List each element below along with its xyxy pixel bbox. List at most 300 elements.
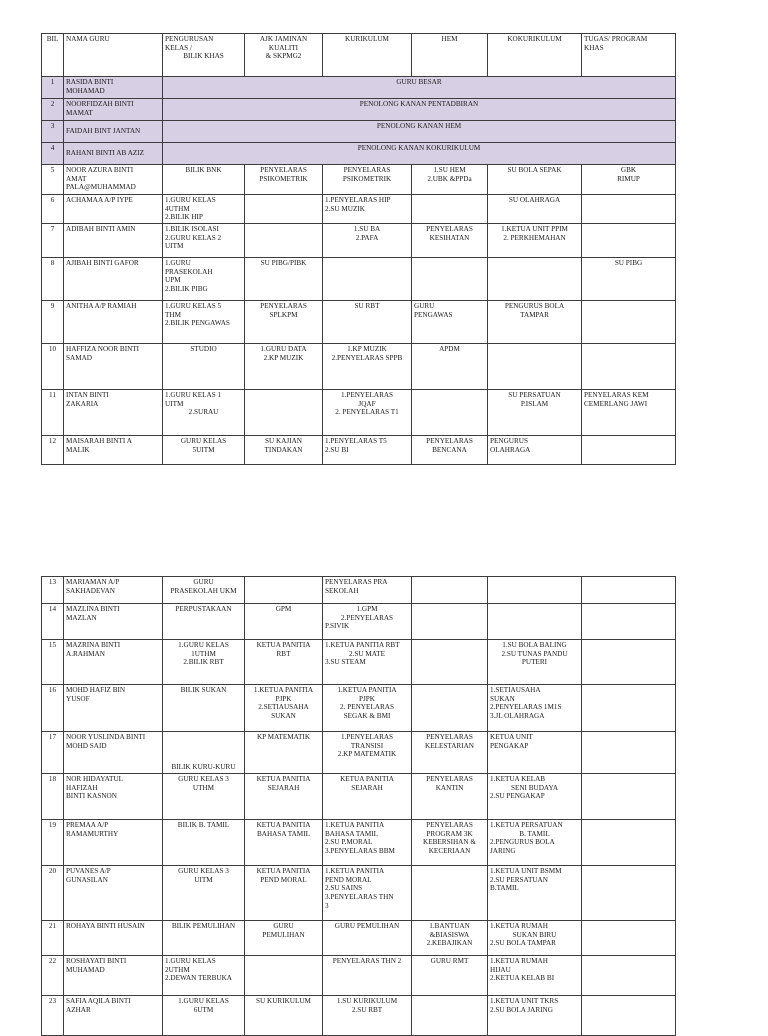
header-kokurikulum: KOKURIKULUM bbox=[488, 34, 582, 77]
cell-line: PENGURUSAN bbox=[165, 35, 214, 43]
kurikulum-cell bbox=[323, 820, 412, 866]
cell-line: TAMPAR bbox=[520, 310, 549, 319]
cell-line: BILIK SUKAN bbox=[180, 686, 227, 694]
cell-line: KESIHATAN bbox=[429, 233, 470, 242]
table-row bbox=[42, 258, 676, 301]
cell-line: RASIDA BINTI bbox=[66, 78, 114, 86]
kurikulum-cell bbox=[323, 258, 412, 301]
table-row bbox=[42, 820, 676, 866]
ajk-cell bbox=[245, 344, 323, 390]
cell-line: 1.KETUA RUMAH bbox=[490, 957, 548, 965]
cell-line: MAISARAH BINTI A bbox=[66, 437, 132, 445]
cell-line: 1.KETUA PANITIA RBT bbox=[325, 641, 400, 649]
pengurusan-cell bbox=[163, 956, 245, 996]
cell-line: AMAT bbox=[66, 174, 87, 183]
cell-line: PENYELARAS KEM bbox=[584, 391, 649, 399]
cell-line: PENYELARAS bbox=[426, 821, 473, 829]
hem-cell bbox=[412, 685, 488, 732]
cell-line: 1.KETUA PANITIA bbox=[337, 686, 397, 694]
cell-line: PENGURUS bbox=[490, 437, 528, 445]
cell-line: 1.KETUA PERSATUAN bbox=[490, 821, 563, 829]
teacher-name bbox=[64, 732, 163, 774]
kurikulum-cell bbox=[323, 165, 412, 195]
tugas-cell bbox=[582, 390, 676, 436]
row-number: 13 bbox=[42, 577, 64, 604]
table-row bbox=[42, 732, 676, 774]
cell-line: 1.SU BOLA BALING bbox=[502, 641, 567, 649]
cell-line: KUALITI bbox=[268, 43, 299, 52]
cell-line: ADIBAH BINTI AMIN bbox=[66, 225, 136, 233]
kokurikulum-cell bbox=[488, 195, 582, 224]
cell-line: BENCANA bbox=[432, 445, 467, 454]
cell-line: PENGURUS BOLA bbox=[504, 302, 565, 310]
cell-line: MAZLINA BINTI bbox=[66, 605, 120, 613]
cell-line: GBK bbox=[620, 166, 637, 174]
pengurusan-cell bbox=[163, 301, 245, 344]
ajk-cell bbox=[245, 195, 323, 224]
hem-cell bbox=[412, 344, 488, 390]
cell-line: 1.KETUA UNIT BSMM bbox=[490, 867, 562, 875]
cell-line: SAFIA AQILA BINTI bbox=[66, 997, 131, 1005]
pengurusan-cell bbox=[163, 436, 245, 465]
cell-line: SU PERSATUAN bbox=[508, 391, 561, 399]
teacher-name bbox=[64, 685, 163, 732]
kokurikulum-cell bbox=[488, 165, 582, 195]
ajk-cell bbox=[245, 732, 323, 774]
cell-line: 2.KEBAJIKAN bbox=[426, 939, 473, 948]
kurikulum-cell bbox=[323, 866, 412, 921]
cell-line: 1.SU HEM bbox=[433, 166, 466, 174]
pengurusan-cell bbox=[163, 996, 245, 1036]
kurikulum-cell bbox=[323, 685, 412, 732]
cell-line: BILIK KURU-KURU bbox=[171, 763, 236, 772]
cell-line: PEND MORAL bbox=[325, 875, 372, 884]
cell-line: TRANSISI bbox=[350, 741, 384, 750]
cell-line: TINDAKAN bbox=[264, 445, 303, 454]
cell-line: A.RAHMAN bbox=[66, 649, 105, 658]
cell-line: 1.KETUA PANITIA bbox=[253, 686, 314, 694]
row-number: 17 bbox=[42, 732, 64, 774]
kurikulum-cell bbox=[323, 640, 412, 685]
pengurusan-cell bbox=[163, 866, 245, 921]
cell-line: PEND MORAL bbox=[260, 875, 307, 884]
cell-line: 2.KP MUZIK bbox=[263, 353, 304, 362]
cell-line: MAMAT bbox=[66, 108, 93, 117]
cell-line: AJK JAMINAN bbox=[259, 35, 308, 43]
cell-line: 2.BILIK PIBG bbox=[165, 284, 208, 293]
cell-line: 1.BANTUAN bbox=[429, 922, 470, 930]
cell-line: 1.BILIK ISOLASI bbox=[165, 225, 219, 233]
cell-line: SU OLAHRAGA bbox=[508, 196, 561, 204]
hem-cell bbox=[412, 301, 488, 344]
cell-line: FAIDAH BINT JANTAN bbox=[66, 127, 141, 136]
cell-line: THM bbox=[165, 310, 181, 319]
cell-line: MAZLAN bbox=[66, 613, 97, 622]
kurikulum-cell bbox=[323, 604, 412, 640]
hem-cell bbox=[412, 866, 488, 921]
cell-line: GURU KELAS bbox=[180, 437, 227, 445]
cell-line: PENYELARAS bbox=[343, 166, 391, 174]
cell-line: 2.KP MATEMATIK bbox=[337, 750, 397, 759]
role-banner: PENOLONG KANAN KOKURIKULUM bbox=[163, 143, 676, 165]
ajk-cell bbox=[245, 685, 323, 732]
cell-line: 2.SU PERSATUAN bbox=[490, 875, 548, 884]
cell-line: GURU KELAS 3 bbox=[178, 867, 229, 875]
table-row bbox=[42, 99, 676, 121]
row-number: 15 bbox=[42, 640, 64, 685]
cell-line: 2.SU PENGAKAP bbox=[490, 792, 545, 801]
cell-line: NOOR YUSLINDA BINTI bbox=[66, 733, 146, 741]
cell-line: GURU bbox=[273, 922, 294, 930]
cell-line: 1.KETUA UNIT TKRS bbox=[490, 997, 559, 1005]
cell-line: P.SIVIK bbox=[325, 622, 350, 631]
cell-line: SPLKPM bbox=[269, 310, 298, 319]
pengurusan-cell bbox=[163, 390, 245, 436]
pengurusan-cell bbox=[163, 224, 245, 258]
pengurusan-cell bbox=[163, 732, 245, 774]
tugas-cell bbox=[582, 436, 676, 465]
teacher-name bbox=[64, 258, 163, 301]
cell-line: KETUA PANITIA bbox=[256, 641, 311, 649]
cell-line: 1.PENYELARAS bbox=[340, 733, 394, 741]
hem-cell bbox=[412, 774, 488, 820]
teacher-name bbox=[64, 774, 163, 820]
cell-line: AZHAR bbox=[66, 1005, 91, 1014]
cell-line: UITM bbox=[165, 399, 184, 408]
cell-line: PENYELARAS bbox=[426, 437, 473, 445]
cell-line: 1.GURU KELAS bbox=[165, 957, 216, 965]
table-row bbox=[42, 996, 676, 1036]
table-row bbox=[42, 165, 676, 195]
kurikulum-cell bbox=[323, 996, 412, 1036]
row-number: 9 bbox=[42, 301, 64, 344]
row-number: 6 bbox=[42, 195, 64, 224]
kurikulum-cell bbox=[323, 224, 412, 258]
table-row bbox=[42, 921, 676, 956]
pengurusan-cell bbox=[163, 774, 245, 820]
cell-line: 2.SU TUNAS PANDU bbox=[501, 649, 568, 658]
tugas-cell bbox=[582, 866, 676, 921]
table-row bbox=[42, 143, 676, 165]
cell-line: 2.PENYELARAS 1M1S bbox=[490, 703, 562, 712]
cell-line: KHAS bbox=[584, 43, 604, 52]
kokurikulum-cell bbox=[488, 820, 582, 866]
kurikulum-cell bbox=[323, 774, 412, 820]
cell-line: 2.SURAU bbox=[188, 408, 219, 417]
kokurikulum-cell bbox=[488, 344, 582, 390]
cell-line: & SKPMG2 bbox=[265, 52, 302, 61]
cell-line: PENYELARAS bbox=[260, 302, 307, 310]
cell-line: UITM bbox=[194, 875, 213, 884]
cell-line: RBT bbox=[276, 649, 291, 658]
row-number: 20 bbox=[42, 866, 64, 921]
cell-line: 1.PENYELARAS bbox=[340, 391, 394, 399]
header-row bbox=[42, 34, 676, 77]
pengurusan-cell bbox=[163, 921, 245, 956]
kurikulum-cell bbox=[323, 390, 412, 436]
cell-line: KP MATEMATIK bbox=[256, 733, 311, 741]
table-row bbox=[42, 121, 676, 143]
cell-line: BAHASA TAMIL bbox=[325, 829, 379, 838]
cell-line: 2.SU SAINS bbox=[325, 884, 363, 893]
cell-line: ROSHAYATI BINTI bbox=[66, 957, 127, 965]
hem-cell bbox=[412, 577, 488, 604]
tugas-cell bbox=[582, 640, 676, 685]
kokurikulum-cell bbox=[488, 640, 582, 685]
cell-line: 1.GPM bbox=[356, 605, 378, 613]
cell-line: BILIK BNK bbox=[185, 166, 222, 174]
ajk-cell bbox=[245, 165, 323, 195]
teacher-name bbox=[64, 224, 163, 258]
cell-line: 2.PAFA bbox=[355, 233, 379, 242]
teacher-name bbox=[64, 77, 163, 99]
cell-line: 1UTHM bbox=[191, 649, 216, 658]
cell-line: PENGAWAS bbox=[414, 310, 453, 319]
cell-line: GUNASILAN bbox=[66, 875, 108, 884]
teacher-name bbox=[64, 121, 163, 143]
table-row bbox=[42, 436, 676, 465]
ajk-cell bbox=[245, 224, 323, 258]
cell-line: PENYELARAS bbox=[260, 166, 307, 174]
duty-table-2 bbox=[41, 576, 676, 1036]
table-row bbox=[42, 640, 676, 685]
cell-line: ACHAMAA A/P IYPE bbox=[66, 196, 133, 204]
tugas-cell bbox=[582, 820, 676, 866]
cell-line: 2. PERKHEMAHAN bbox=[503, 233, 566, 242]
tugas-cell bbox=[582, 258, 676, 301]
kokurikulum-cell bbox=[488, 732, 582, 774]
cell-line: 2.SU BOLA TAMPAR bbox=[490, 939, 556, 948]
cell-line: ZAKARIA bbox=[66, 399, 99, 408]
row-number: 11 bbox=[42, 390, 64, 436]
table-row bbox=[42, 390, 676, 436]
header-nama-guru: NAMA GURU bbox=[64, 34, 163, 77]
cell-line: GURU PEMULIHAN bbox=[334, 922, 400, 930]
kokurikulum-cell bbox=[488, 258, 582, 301]
cell-line: SU RBT bbox=[354, 302, 380, 310]
table-row bbox=[42, 301, 676, 344]
cell-line: GPM bbox=[275, 605, 292, 613]
teacher-name bbox=[64, 99, 163, 121]
cell-line: 2.BILIK RBT bbox=[183, 658, 224, 667]
cell-line: 1.KETUA PANITIA bbox=[325, 821, 385, 829]
cell-line: MOHD SAID bbox=[66, 741, 107, 750]
cell-line: GURU RMT bbox=[430, 957, 469, 965]
pengurusan-cell bbox=[163, 344, 245, 390]
cell-line: UTHM bbox=[192, 783, 215, 792]
cell-line: BILIK B. TAMIL bbox=[177, 821, 230, 829]
row-number: 8 bbox=[42, 258, 64, 301]
hem-cell bbox=[412, 436, 488, 465]
kurikulum-cell bbox=[323, 921, 412, 956]
cell-line: SAMAD bbox=[66, 353, 92, 362]
cell-line: 2.BILIK HIP bbox=[165, 213, 203, 222]
cell-line: RAHANI BINTI AB AZIZ bbox=[66, 149, 145, 158]
cell-line: KELESTARIAN bbox=[425, 741, 474, 750]
ajk-cell bbox=[245, 996, 323, 1036]
teacher-name bbox=[64, 344, 163, 390]
tugas-cell bbox=[582, 165, 676, 195]
kokurikulum-cell bbox=[488, 921, 582, 956]
cell-line: SUKAN bbox=[490, 694, 515, 703]
row-number: 21 bbox=[42, 921, 64, 956]
cell-line: SU KURIKULUM bbox=[256, 997, 311, 1005]
cell-line: 2.PENYELARAS bbox=[340, 613, 394, 622]
ajk-cell bbox=[245, 640, 323, 685]
cell-line: PEMULIHAN bbox=[262, 930, 305, 939]
cell-line: PRASEKOLAH bbox=[165, 267, 213, 276]
kurikulum-cell bbox=[323, 195, 412, 224]
ajk-cell bbox=[245, 921, 323, 956]
row-number: 16 bbox=[42, 685, 64, 732]
cell-line: SUKAN bbox=[271, 711, 296, 720]
cell-line: 6UTM bbox=[193, 1005, 214, 1014]
cell-line: PJPK bbox=[359, 694, 375, 703]
teacher-name bbox=[64, 577, 163, 604]
cell-line: 1.GURU KELAS bbox=[165, 196, 216, 204]
cell-line: KEBERSIHAN & bbox=[423, 838, 476, 847]
cell-line: 2UTHM bbox=[165, 965, 190, 974]
tugas-cell bbox=[582, 685, 676, 732]
teacher-name bbox=[64, 820, 163, 866]
cell-line: SENI BUDAYA bbox=[510, 783, 559, 792]
ajk-cell bbox=[245, 258, 323, 301]
teacher-name bbox=[64, 390, 163, 436]
cell-line: JARING bbox=[490, 846, 516, 855]
cell-line: STUDIO bbox=[190, 345, 217, 353]
cell-line: SU PIBG/PIBK bbox=[260, 259, 307, 267]
tugas-cell bbox=[582, 774, 676, 820]
ajk-cell bbox=[245, 390, 323, 436]
cell-line: PENYELARAS PRA bbox=[325, 578, 388, 586]
ajk-cell bbox=[245, 436, 323, 465]
kokurikulum-cell bbox=[488, 996, 582, 1036]
cell-line: 1.KETUA PANITIA bbox=[325, 867, 385, 875]
kurikulum-cell bbox=[323, 301, 412, 344]
cell-line: PRASEKOLAH UKM bbox=[170, 586, 237, 595]
cell-line: SEKOLAH bbox=[325, 586, 359, 595]
hem-cell bbox=[412, 921, 488, 956]
cell-line: NOOR AZURA BINTI bbox=[66, 166, 134, 174]
tugas-cell bbox=[582, 577, 676, 604]
cell-line: SAKHADEVAN bbox=[66, 586, 115, 595]
pengurusan-cell bbox=[163, 685, 245, 732]
cell-line: 2.KETUA KELAB BI bbox=[490, 974, 555, 983]
cell-line: 2.SETIAUSAHA bbox=[258, 703, 309, 712]
cell-line: BAHASA TAMIL bbox=[256, 829, 310, 838]
cell-line: 2.PENYELARAS SPPB bbox=[331, 353, 403, 362]
table-row bbox=[42, 685, 676, 732]
cell-line: INTAN BINTI bbox=[66, 391, 109, 399]
cell-line: 1.GURU KELAS 1 bbox=[165, 391, 222, 399]
kokurikulum-cell bbox=[488, 224, 582, 258]
cell-line: 1.KETUA RUMAH bbox=[490, 922, 548, 930]
cell-line: MALIK bbox=[66, 445, 90, 454]
table-row bbox=[42, 344, 676, 390]
cell-line: 1.SETIAUSAHA bbox=[490, 686, 541, 694]
tugas-cell bbox=[582, 301, 676, 344]
teacher-name bbox=[64, 165, 163, 195]
row-number: 5 bbox=[42, 165, 64, 195]
hem-cell bbox=[412, 820, 488, 866]
row-number: 14 bbox=[42, 604, 64, 640]
hem-cell bbox=[412, 604, 488, 640]
cell-line: 2.BILIK PENGAWAS bbox=[165, 319, 230, 328]
cell-line: UPM bbox=[165, 276, 181, 285]
cell-line: PERPUSTAKAAN bbox=[175, 605, 232, 613]
cell-line: 2.SU RBT bbox=[351, 1005, 383, 1014]
cell-line: SU KAJIAN bbox=[265, 437, 302, 445]
kurikulum-cell bbox=[323, 577, 412, 604]
cell-line: TUGAS/ PROGRAM bbox=[584, 35, 648, 43]
cell-line: 1.KETUA UNIT PPIM bbox=[501, 225, 568, 233]
row-number: 10 bbox=[42, 344, 64, 390]
cell-line: AJIBAH BINTI GAFOR bbox=[66, 259, 139, 267]
table-row bbox=[42, 774, 676, 820]
cell-line: GURU bbox=[414, 302, 435, 310]
cell-line: PENYELARAS bbox=[426, 775, 473, 783]
teacher-name bbox=[64, 143, 163, 165]
cell-line: MOHAMAD bbox=[66, 86, 105, 95]
cell-line: 2.SU P.MORAL bbox=[325, 838, 373, 847]
kokurikulum-cell bbox=[488, 956, 582, 996]
cell-line: SEGAK & BMI bbox=[343, 711, 391, 720]
cell-line: BILIK PEMULIHAN bbox=[171, 922, 236, 930]
cell-line: P.ISLAM bbox=[520, 399, 549, 408]
cell-line: 3 bbox=[325, 901, 329, 910]
cell-line: JQAF bbox=[358, 399, 376, 408]
cell-line: 3.JL OLAHRAGA bbox=[490, 711, 545, 720]
tugas-cell bbox=[582, 956, 676, 996]
table-row bbox=[42, 195, 676, 224]
cell-line: NOORFIDZAH BINTI bbox=[66, 100, 134, 108]
cell-line: 5UITM bbox=[192, 445, 215, 454]
cell-line: MARIAMAN A/P bbox=[66, 578, 120, 586]
cell-line: ANITHA A/P RAMIAH bbox=[66, 302, 137, 310]
tugas-cell bbox=[582, 224, 676, 258]
cell-line: OLAHRAGA bbox=[490, 445, 531, 454]
cell-line: KELAS / bbox=[165, 43, 192, 52]
tugas-cell bbox=[582, 344, 676, 390]
kokurikulum-cell bbox=[488, 436, 582, 465]
cell-line: SEJARAH bbox=[351, 783, 383, 792]
cell-line: KETUA UNIT bbox=[490, 733, 533, 741]
hem-cell bbox=[412, 165, 488, 195]
cell-line: YUSOF bbox=[66, 694, 90, 703]
cell-line: HAFFIZA NOOR BINTI bbox=[66, 345, 140, 353]
cell-line: 1.PENYELARAS T5 bbox=[325, 437, 387, 445]
row-number: 2 bbox=[42, 99, 64, 121]
cell-line: KETUA PANITIA bbox=[256, 775, 311, 783]
pengurusan-cell bbox=[163, 640, 245, 685]
tugas-cell bbox=[582, 732, 676, 774]
cell-line: KETUA PANITIA bbox=[256, 867, 311, 875]
tugas-cell bbox=[582, 921, 676, 956]
row-number: 19 bbox=[42, 820, 64, 866]
cell-line: SEJARAH bbox=[267, 783, 300, 792]
cell-line: PUTERI bbox=[521, 658, 548, 667]
cell-line: NOR HIDAYATUL bbox=[66, 775, 124, 783]
cell-line: PENYELARAS bbox=[426, 733, 473, 741]
kokurikulum-cell bbox=[488, 685, 582, 732]
kurikulum-cell bbox=[323, 436, 412, 465]
cell-line: 1.KP MUZIK bbox=[347, 345, 387, 353]
kokurikulum-cell bbox=[488, 774, 582, 820]
cell-line: RAMAMURTHY bbox=[66, 829, 119, 838]
teacher-name bbox=[64, 301, 163, 344]
kurikulum-cell bbox=[323, 732, 412, 774]
teacher-name bbox=[64, 604, 163, 640]
